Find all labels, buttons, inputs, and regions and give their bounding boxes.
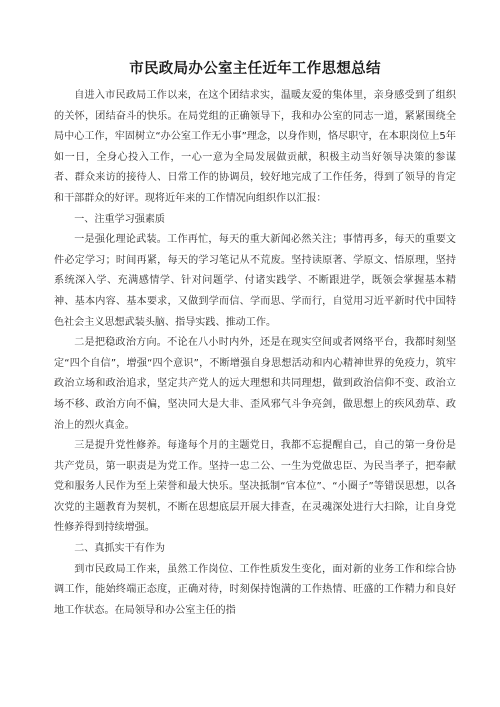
paragraph-work: 到市民政局工作来，虽然工作岗位、工作性质发生变化，面对新的业务工作和综合协调工作，能始终端正态度，正确对待，时刻保持饱满的工作热情、旺盛的工作精力和良好地工作状态。在局领导和办公室主任的指 [54, 563, 456, 616]
paragraph-theory: 一是强化理论武装。工作再忙，每天的重大新闻必然关注；事情再多，每天的重要文件必定学习；时间再紧，每天的学习笔记从不荒废。坚持读原著、学原文、悟原理，坚持系统深入学、充满感情学、针对问题学、付诸实践学、不断跟进学，既领会掌握基本精神、基本内容、基本要求，又做到学而信、学而思、学而行，自觉用习近平新时代中国特色社会主义思想武装头脑、指导实践、推动工作。 [54, 234, 456, 328]
document-body [54, 86, 456, 621]
section-heading-study: 一、注重学习强素质 [74, 213, 166, 225]
paragraph-party-spirit: 三是提升党性修养。每逢每个月的主题党日，我都不忘提醒自己，自己的第一身份是共产党员，第一职责是为党工作。坚持一忠二公、一生为党做忠臣、为民当孝子，把奉献党和服务人民作为至上荣誉和最大快乐。坚决抵制“官本位”、“小圈子”等错误思想，以各次党的主题教育为契机，不断在思想底层开展大排查，在灵魂深处进行大扫除，让自身党性修养得到持续增强。 [54, 440, 456, 534]
paragraph-intro: 自进入市民政局工作以来，在这个团结求实，温暖友爱的集体里，亲身感受到了组织的关怀，团结奋斗的快乐。在局党组的正确领导下，我和办公室的同志一道，紧紧围绕全局中心工作，牢固树立“办公室工作无小事”理念，以身作则，恪尽职守，在本职岗位上5年如一日，全身心投入工作，一心一意为全局发展做贡献，积极主动当好领导决策的参谋者、群众来访的接待人、日常工作的协调员，较好地完成了工作任务，得到了领导的肯定和干部群众的好评。现将近年来的工作情况向组织作以汇报： [54, 90, 456, 204]
document-title: 市民政局办公室主任近年工作思想总结 [129, 61, 381, 77]
paragraph-political-direction: 二是把稳政治方向。不论在八小时内外，还是在现实空间或者网络平台，我都时刻坚定“四个自信”，增强“四个意识”，不断增强自身思想活动和内心精神世界的免疫力，筑牢政治立场和政治追求，坚定共产党人的远大理想和共同理想，做到政治信仰不变、政治立场不移、政治方向不偏，坚决同大是大非、歪风邪气斗争亮剑，做思想上的疾风劲草、政治上的烈火真金。 [54, 337, 456, 431]
section-heading-practice: 二、真抓实干有作为 [74, 543, 166, 555]
